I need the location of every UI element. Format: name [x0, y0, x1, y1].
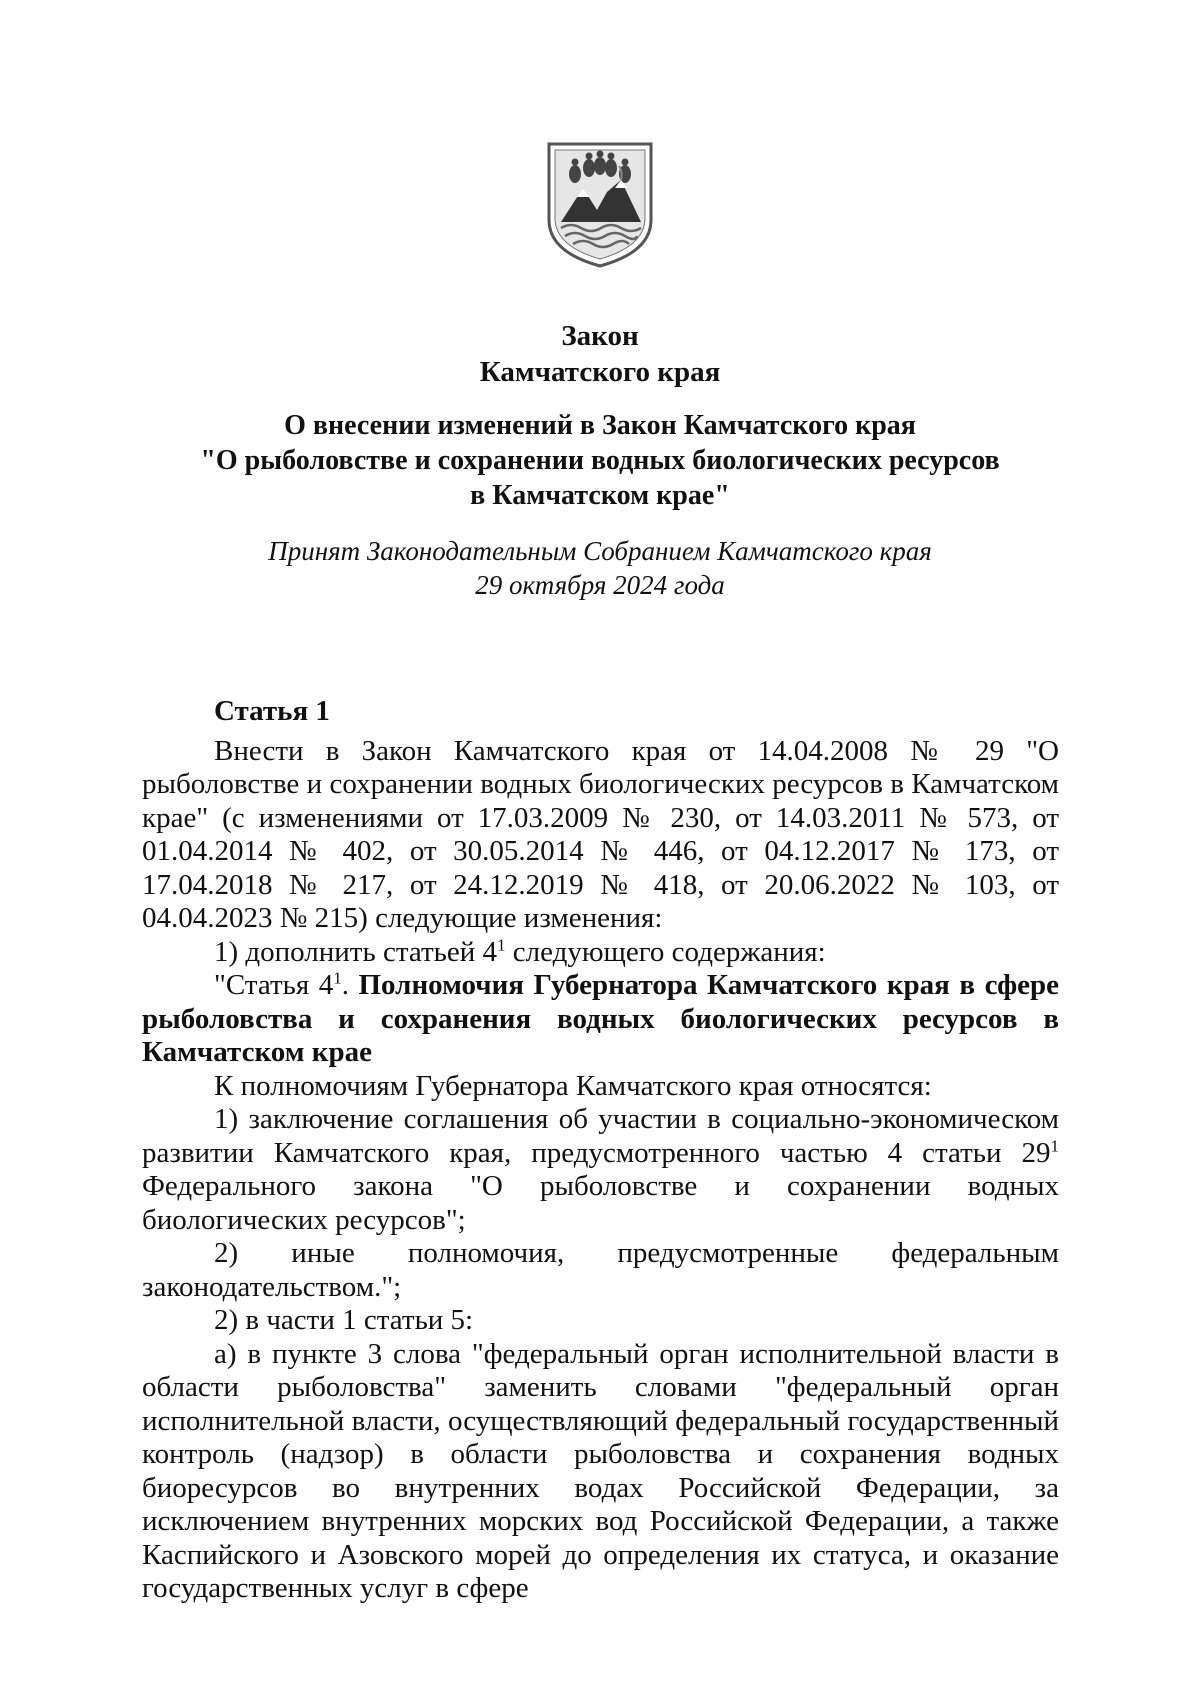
kamchatka-coat-of-arms-icon: [545, 140, 655, 270]
adopted-line-2: 29 октября 2024 года: [475, 570, 725, 600]
powers-intro-paragraph: К полномочиям Губернатора Камчатского края относятся:: [214, 1069, 932, 1102]
adopted-line-1: Принят Законодательным Собранием Камчатского края: [268, 536, 932, 566]
new-article-heading: "Статья $4^1$. Полномочия Губернатора Камчатского края в сфере рыболовства и сохранения водных биологических ресурсов в Камчатском крае: [142, 968, 1060, 1068]
subtitle-line-3: в Камчатском крае": [470, 480, 730, 511]
power-1-paragraph: 1) заключение соглашения об участии в социально-экономическом развитии Камчатского края, предусмотренного частью 4 статьи $29^1$ Федерального закона "О рыболовстве и сохранении водных биологических ресурсов";: [142, 1103, 1059, 1236]
subtitle-line-2: "О рыболовстве и сохранении водных биологических ресурсов: [200, 445, 1000, 476]
item-2-paragraph: 2) в части 1 статьи 5:: [214, 1304, 474, 1336]
article-heading: Статья 1: [214, 695, 330, 727]
item-1-paragraph: 1) дополнить статьей $4^1$ следующего содержания:: [214, 934, 826, 968]
item-2a-paragraph: а) в пункте 3 слова "федеральный орган исполнительной власти в области рыболовства" заменить словами "федеральный орган исполнительной власти, осуществляющий федеральный государственный контроль (надзор) в области рыболовства и сохранения водных биоресурсов во внутренних водах Российской Федерации, за исключением внутренних морских вод Российской Федерации, а также Каспийского и Азовского морей до определения их статуса, и оказание государственных услуг в сфере: [142, 1337, 1059, 1604]
law-title: [140, 318, 1060, 390]
document-body: [142, 695, 1059, 1606]
subtitle-line-1: О внесении изменений в Закон Камчатского края: [284, 410, 916, 441]
power-2-paragraph: 2) иные полномочия, предусмотренные федеральным законодательством.";: [142, 1237, 1059, 1303]
article-intro-paragraph: Внести в Закон Камчатского края от 14.04.2008 № 29 "О рыболовстве и сохранении водных биологических ресурсов в Камчатском крае" (с изменениями от 17.03.2009 № 230, от 14.03.2011 № 573, от 01.04.2014 № 402, от 30.05.2014 № 446, от 04.12.2017 № 173, от 17.04.2018 № 217, от 24.12.2019 № 418, от 20.06.2022 № 103, от 04.04.2023 № 215) следующие изменения:: [142, 734, 1059, 934]
law-subtitle: [140, 408, 1060, 513]
title-line-1: Закон: [561, 320, 639, 352]
title-line-2: Камчатского края: [479, 356, 721, 388]
new-article-title: Полномочия Губернатора Камчатского края в сфере рыболовства и сохранения водных биологических ресурсов в Камчатском крае: [142, 969, 1060, 1068]
adoption-note: [140, 534, 1060, 602]
